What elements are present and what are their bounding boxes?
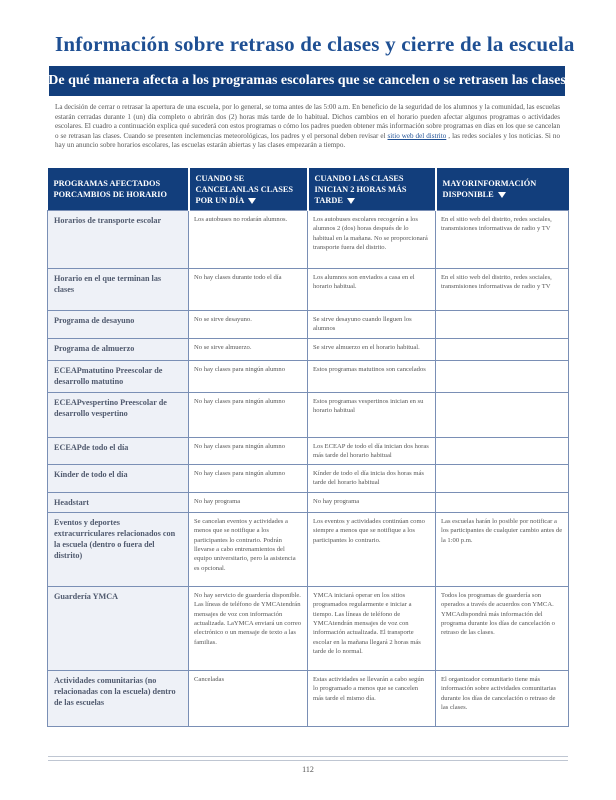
header-more-info: MAYORINFORMACIÓN DISPONIBLE <box>436 168 569 211</box>
delay-cell: Los eventos y actividades continúan como siempre a menos que se notifique a los participantes lo contrario. <box>308 513 436 587</box>
footer-divider <box>48 760 568 761</box>
header-two-hour-delay: CUANDO LAS CLASES INICIAN 2 HORAS MÁS TARDE <box>308 168 436 211</box>
info-cell <box>436 493 569 513</box>
info-cell <box>436 360 569 392</box>
info-cell: En el sitio web del distrito, redes sociales, transmisiones informativas de radio y TV <box>436 211 569 269</box>
section-subtitle: ¿De qué manera afecta a los programas escolares que se cancelen o se retrasen las clases? <box>41 73 573 88</box>
cancel-cell: Canceladas <box>189 671 308 727</box>
cancel-cell: No se sirve desayuno. <box>189 311 308 339</box>
footer-divider <box>48 756 568 757</box>
info-cell: El organizador comunitario tiene más información sobre actividades comunitarias durante los días de cancelación o retraso de las clases. <box>436 671 569 727</box>
cancel-cell: No hay clases durante todo el día <box>189 269 308 311</box>
table-row <box>48 493 569 513</box>
info-cell <box>436 465 569 493</box>
table-row <box>48 513 569 587</box>
delay-cell: Se sirve almuerzo en el horario habitual. <box>308 338 436 360</box>
delay-cell: Estos programas matutinos son cancelados <box>308 360 436 392</box>
intro-text-end: , las redes sociales y los noticias. Si no hay un anuncio sobre horarios escolares, las escuelas estarán abiertas y las clases empezarán a tiempo. <box>55 131 560 150</box>
header-affected-programs: PROGRAMAS AFECTADOS PORCAMBIOS DE HORARIO <box>48 168 189 211</box>
cancel-cell: No hay clases para ningún alumno <box>189 392 308 437</box>
intro-text: La decisión de cerrar o retrasar la apertura de una escuela, por lo general, se toma antes de las 5:00 a.m. En beneficio de la seguridad de los alumnos y la comunidad, las escuelas estarán cerradas durante 1 (un) día completo o abrirán dos (2) horas más tarde de lo habitual. Dichos cambios en el horario pueden afectar algunos programas o actividades escolares. El cuadro a continuación explica qué sucederá con estos programas o cómo los padres pueden obtener más información sobre programas en días en los que se cancelan o se retrasan las clases. Cuando se presenten inclemencias meteorológicas, los padres y el personal deben revisar el <box>55 103 560 140</box>
info-cell: En el sitio web del distrito, redes sociales, transmisiones informativas de radio y TV <box>436 269 569 311</box>
info-cell: Todos los programas de guardería son operados a través de acuerdos con YMCA. YMCAdispondrá más información del programa durante los días de cancelación o retraso de las clases. <box>436 587 569 671</box>
info-cell: Las escuelas harán lo posible por notificar a los participantes de cualquier cambio antes de la 1:00 p.m. <box>436 513 569 587</box>
delay-cell: Kínder de todo el día inicia dos horas más tarde del horario habitual <box>308 465 436 493</box>
table-row <box>48 338 569 360</box>
program-cell: ECEAPde todo el día <box>48 437 189 465</box>
info-cell <box>436 338 569 360</box>
program-cell: Eventos y deportes extracurriculares relacionados con la escuela (dentro o fuera del distrito) <box>48 513 189 587</box>
program-cell: ECEAPvespertino Preescolar de desarrollo vespertino <box>48 392 189 437</box>
delay-cell: Los alumnos son enviados a casa en el horario habitual. <box>308 269 436 311</box>
dropdown-arrow-icon <box>347 198 355 204</box>
delay-cell: Los ECEAP de todo el día inician dos horas más tarde del horario habitual <box>308 437 436 465</box>
cancel-cell: No hay programa <box>189 493 308 513</box>
header-cancelled-day: CUANDO SE CANCELANLAS CLASES POR UN DÍA <box>189 168 308 211</box>
delay-cell: No hay programa <box>308 493 436 513</box>
delay-cell: Estos programas vespertinos inician en su horario habitual <box>308 392 436 437</box>
program-cell: Headstart <box>48 493 189 513</box>
delay-cell: Se sirve desayuno cuando lleguen los alumnos <box>308 311 436 339</box>
program-cell: ECEAPmatutino Preescolar de desarrollo matutino <box>48 360 189 392</box>
table-row <box>48 211 569 269</box>
schedule-impact-table <box>47 168 569 727</box>
program-cell: Horarios de transporte escolar <box>48 211 189 269</box>
info-cell <box>436 437 569 465</box>
dropdown-arrow-icon <box>498 192 506 198</box>
table-row <box>48 311 569 339</box>
table-row <box>48 392 569 437</box>
cancel-cell: No hay servicio de guardería disponible. Las líneas de teléfono de YMCAtendrán mensajes de voz con información actualizada. LaYMCA enviará un correo electrónico o un mensaje de texto a las familias. <box>189 587 308 671</box>
district-website-link[interactable]: sitio web del distrito <box>387 131 447 140</box>
cancel-cell: No hay clases para ningún alumno <box>189 465 308 493</box>
program-cell: Programa de almuerzo <box>48 338 189 360</box>
page-title: Información sobre retraso de clases y cierre de la escuela <box>55 32 575 56</box>
info-cell <box>436 311 569 339</box>
program-cell: Actividades comunitarias (no relacionadas con la escuela) dentro de las escuelas <box>48 671 189 727</box>
intro-paragraph <box>55 103 560 151</box>
program-cell: Horario en el que terminan las clases <box>48 269 189 311</box>
table-row <box>48 360 569 392</box>
cancel-cell: No hay clases para ningún alumno <box>189 360 308 392</box>
table-row <box>48 269 569 311</box>
program-cell: Guardería YMCA <box>48 587 189 671</box>
table-row <box>48 437 569 465</box>
cancel-cell: No hay clases para ningún alumno <box>189 437 308 465</box>
table-row <box>48 587 569 671</box>
delay-cell: Los autobuses escolares recogerán a los alumnos 2 (dos) horas después de lo habitual en la mañana. No se proporcionará transporte fuera del distrito. <box>308 211 436 269</box>
table-row <box>48 465 569 493</box>
table-row <box>48 671 569 727</box>
cancel-cell: Se cancelan eventos y actividades a menos que se notifique a los participantes lo contrario. Podrán llevarse a cabo entrenamientos del equipo universitario, pero la asistencia es opcional. <box>189 513 308 587</box>
page-number: 112 <box>302 765 314 774</box>
delay-cell: Estas actividades se llevarán a cabo según lo programado a menos que se cancelen más tarde el mismo día. <box>308 671 436 727</box>
cancel-cell: Los autobuses no rodarán alumnos. <box>189 211 308 269</box>
cancel-cell: No se sirve almuerzo. <box>189 338 308 360</box>
dropdown-arrow-icon <box>248 198 256 204</box>
program-cell: Programa de desayuno <box>48 311 189 339</box>
section-subtitle-banner <box>41 66 573 96</box>
info-cell <box>436 392 569 437</box>
table-header-row <box>48 168 569 211</box>
program-cell: Kínder de todo el día <box>48 465 189 493</box>
delay-cell: YMCA iniciará operar en los sitios programados regularmente e iniciar a tiempo. Las líneas de teléfono de YMCAtendrán mensajes de voz con información actualizada. El transporte escolar en la mañana llegará 2 horas más tarde de lo normal. <box>308 587 436 671</box>
